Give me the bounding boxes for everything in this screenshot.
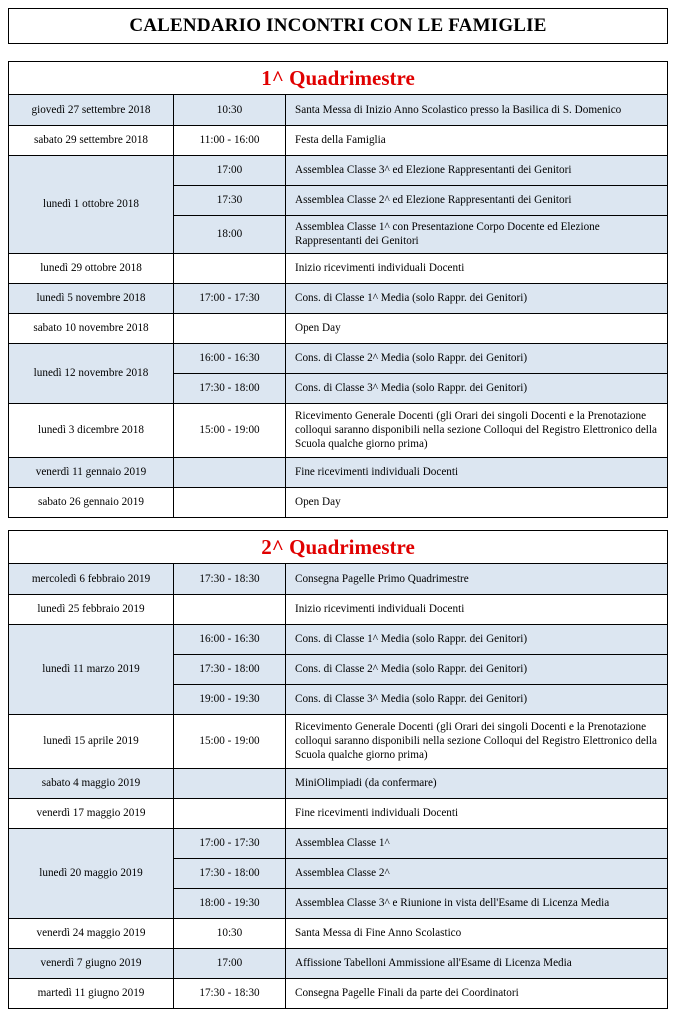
table-row <box>9 978 667 1008</box>
event-cell: Fine ricevimenti individuali Docenti <box>286 798 668 828</box>
event-cell: Open Day <box>286 487 668 517</box>
date-cell: mercoledì 6 febbraio 2019 <box>9 564 174 594</box>
table-row <box>9 918 667 948</box>
table-row <box>9 457 667 487</box>
date-cell: lunedì 3 dicembre 2018 <box>9 403 174 457</box>
time-cell: 15:00 - 19:00 <box>174 403 286 457</box>
event-cell: Assemblea Classe 2^ ed Elezione Rappresentanti dei Genitori <box>286 185 668 215</box>
time-cell: 10:30 <box>174 95 286 125</box>
time-cell: 18:00 - 19:30 <box>174 888 286 918</box>
date-cell: venerdì 7 giugno 2019 <box>9 948 174 978</box>
time-cell <box>174 487 286 517</box>
event-cell: Fine ricevimenti individuali Docenti <box>286 457 668 487</box>
table-row <box>9 768 667 798</box>
time-cell: 17:30 - 18:30 <box>174 978 286 1008</box>
date-cell: lunedì 5 novembre 2018 <box>9 283 174 313</box>
table-row <box>9 283 667 313</box>
section-title: 1^ Quadrimestre <box>9 62 667 95</box>
event-cell: Assemblea Classe 1^ con Presentazione Corpo Docente ed Elezione Rappresentanti dei Genitori <box>286 215 668 253</box>
event-cell: Assemblea Classe 3^ ed Elezione Rappresentanti dei Genitori <box>286 155 668 185</box>
time-cell: 17:30 - 18:00 <box>174 858 286 888</box>
time-cell: 15:00 - 19:00 <box>174 714 286 768</box>
date-cell: lunedì 1 ottobre 2018 <box>9 155 174 253</box>
event-cell: Open Day <box>286 313 668 343</box>
event-cell: Ricevimento Generale Docenti (gli Orari dei singoli Docenti e la Prenotazione colloqui saranno disponibili nella sezione Colloqui del Registro Elettronico della Scuola qualche giorno prima) <box>286 403 668 457</box>
section-first-quadrimester <box>8 61 668 518</box>
table-row <box>9 594 667 624</box>
table-row <box>9 624 667 654</box>
time-cell: 17:00 - 17:30 <box>174 283 286 313</box>
event-cell: Santa Messa di Inizio Anno Scolastico presso la Basilica di S. Domenico <box>286 95 668 125</box>
date-cell: lunedì 12 novembre 2018 <box>9 343 174 403</box>
date-cell: lunedì 11 marzo 2019 <box>9 624 174 714</box>
event-cell: MiniOlimpiadi (da confermare) <box>286 768 668 798</box>
event-cell: Cons. di Classe 3^ Media (solo Rappr. dei Genitori) <box>286 684 668 714</box>
time-cell <box>174 253 286 283</box>
table-row <box>9 253 667 283</box>
table-row <box>9 95 667 125</box>
event-cell: Assemblea Classe 1^ <box>286 828 668 858</box>
event-cell: Assemblea Classe 3^ e Riunione in vista dell'Esame di Licenza Media <box>286 888 668 918</box>
page-title: CALENDARIO INCONTRI CON LE FAMIGLIE <box>8 8 668 44</box>
event-cell: Inizio ricevimenti individuali Docenti <box>286 594 668 624</box>
event-cell: Cons. di Classe 1^ Media (solo Rappr. dei Genitori) <box>286 624 668 654</box>
time-cell <box>174 798 286 828</box>
time-cell: 17:00 - 17:30 <box>174 828 286 858</box>
time-cell <box>174 457 286 487</box>
time-cell <box>174 594 286 624</box>
section-second-quadrimester <box>8 530 668 1009</box>
date-cell: sabato 10 novembre 2018 <box>9 313 174 343</box>
calendar-table <box>9 564 667 1008</box>
calendar-table <box>9 95 667 517</box>
date-cell: venerdì 17 maggio 2019 <box>9 798 174 828</box>
table-row <box>9 948 667 978</box>
time-cell: 18:00 <box>174 215 286 253</box>
table-row <box>9 313 667 343</box>
date-cell: venerdì 11 gennaio 2019 <box>9 457 174 487</box>
table-row <box>9 798 667 828</box>
event-cell: Assemblea Classe 2^ <box>286 858 668 888</box>
section-title: 2^ Quadrimestre <box>9 531 667 564</box>
date-cell: sabato 29 settembre 2018 <box>9 125 174 155</box>
table-row <box>9 343 667 373</box>
date-cell: sabato 4 maggio 2019 <box>9 768 174 798</box>
time-cell <box>174 313 286 343</box>
event-cell: Santa Messa di Fine Anno Scolastico <box>286 918 668 948</box>
time-cell: 16:00 - 16:30 <box>174 624 286 654</box>
date-cell: lunedì 15 aprile 2019 <box>9 714 174 768</box>
table-row <box>9 714 667 768</box>
time-cell: 17:00 <box>174 948 286 978</box>
event-cell: Affissione Tabelloni Ammissione all'Esame di Licenza Media <box>286 948 668 978</box>
event-cell: Cons. di Classe 1^ Media (solo Rappr. dei Genitori) <box>286 283 668 313</box>
date-cell: lunedì 20 maggio 2019 <box>9 828 174 918</box>
event-cell: Cons. di Classe 2^ Media (solo Rappr. dei Genitori) <box>286 343 668 373</box>
table-row <box>9 155 667 185</box>
time-cell <box>174 768 286 798</box>
event-cell: Festa della Famiglia <box>286 125 668 155</box>
table-row <box>9 125 667 155</box>
time-cell: 19:00 - 19:30 <box>174 684 286 714</box>
time-cell: 17:30 - 18:00 <box>174 654 286 684</box>
event-cell: Consegna Pagelle Finali da parte dei Coordinatori <box>286 978 668 1008</box>
time-cell: 17:00 <box>174 155 286 185</box>
time-cell: 17:30 - 18:00 <box>174 373 286 403</box>
table-row <box>9 487 667 517</box>
time-cell: 17:30 - 18:30 <box>174 564 286 594</box>
date-cell: lunedì 29 ottobre 2018 <box>9 253 174 283</box>
date-cell: lunedì 25 febbraio 2019 <box>9 594 174 624</box>
date-cell: venerdì 24 maggio 2019 <box>9 918 174 948</box>
table-row <box>9 828 667 858</box>
time-cell: 17:30 <box>174 185 286 215</box>
event-cell: Ricevimento Generale Docenti (gli Orari dei singoli Docenti e la Prenotazione colloqui saranno disponibili nella sezione Colloqui del Registro Elettronico della Scuola qualche giorno prima) <box>286 714 668 768</box>
event-cell: Cons. di Classe 3^ Media (solo Rappr. dei Genitori) <box>286 373 668 403</box>
event-cell: Cons. di Classe 2^ Media (solo Rappr. dei Genitori) <box>286 654 668 684</box>
table-row <box>9 403 667 457</box>
date-cell: martedì 11 giugno 2019 <box>9 978 174 1008</box>
event-cell: Inizio ricevimenti individuali Docenti <box>286 253 668 283</box>
time-cell: 16:00 - 16:30 <box>174 343 286 373</box>
date-cell: sabato 26 gennaio 2019 <box>9 487 174 517</box>
event-cell: Consegna Pagelle Primo Quadrimestre <box>286 564 668 594</box>
table-row <box>9 564 667 594</box>
time-cell: 11:00 - 16:00 <box>174 125 286 155</box>
date-cell: giovedì 27 settembre 2018 <box>9 95 174 125</box>
time-cell: 10:30 <box>174 918 286 948</box>
